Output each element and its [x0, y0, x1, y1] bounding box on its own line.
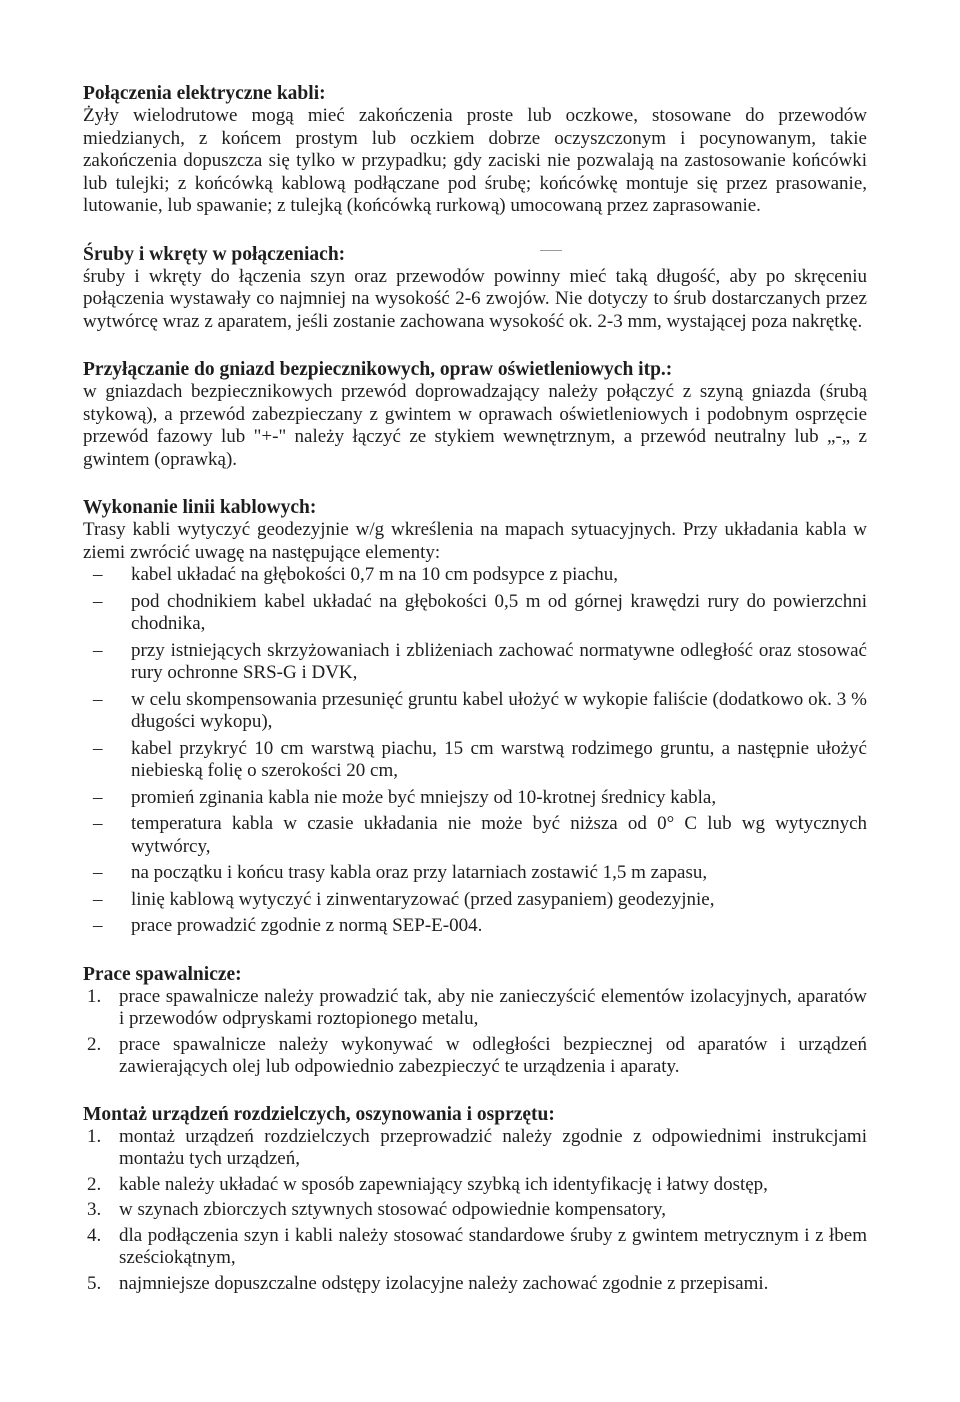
section-welding	[83, 964, 867, 1079]
section-heading: Prace spawalnicze:	[83, 963, 242, 985]
dash-list	[83, 564, 867, 938]
list-item: – na początku i końcu trasy kabla oraz przy latarniach zostawić 1,5 m zapasu,	[83, 862, 867, 885]
section-paragraph: Trasy kabli wytyczyć geodezyjnie w/g wkreślenia na mapach sytuacyjnych. Przy układania kabla w ziemi zwrócić uwagę na następujące elementy:	[83, 519, 867, 563]
item-text: prace spawalnicze należy prowadzić tak, aby nie zanieczyścić elementów izolacyjnych, aparatów i przewodów odpryskami roztopionego metalu,	[119, 985, 867, 1029]
item-text: kable należy układać w sposób zapewniający szybką ich identyfikację i łatwy dostęp,	[119, 1173, 768, 1195]
item-number: 4.	[87, 1224, 102, 1246]
list-item: – przy istniejących skrzyżowaniach i zbliżeniach zachować normatywne odległość oraz stosować rury ochronne SRS-G i DVK,	[83, 640, 867, 685]
item-number: 2.	[87, 1173, 102, 1195]
list-item	[83, 1199, 867, 1222]
section-cable-connections	[83, 83, 867, 218]
list-item: – w celu skompensowania przesunięć gruntu kabel ułożyć w wykopie faliście (dodatkowo ok. 3 % długości wykopu),	[83, 689, 867, 734]
section-heading: Śruby i wkręty w połączeniach:	[83, 243, 346, 265]
item-number: 1.	[87, 985, 102, 1007]
section-switchgear-assembly	[83, 1104, 867, 1296]
item-text: najmniejsze dopuszczalne odstępy izolacyjne należy zachować zgodnie z przepisami.	[119, 1272, 769, 1294]
section-socket-connections	[83, 359, 867, 471]
item-text: w szynach zbiorczych sztywnych stosować odpowiednie kompensatory,	[119, 1199, 666, 1220]
list-item: – kabel przykryć 10 cm warstwą piachu, 15 cm warstwą rodzimego gruntu, a następnie ułożyć niebieską folię o szerokości 20 cm,	[83, 738, 867, 783]
section-heading: Przyłączanie do gniazd bezpiecznikowych, opraw oświetleniowych itp.:	[83, 359, 673, 380]
item-number: 1.	[87, 1125, 102, 1147]
numbered-list	[83, 986, 867, 1079]
list-item: – kabel układać na głębokości 0,7 m na 10 cm podsypce z piachu,	[83, 564, 867, 587]
section-heading: Połączenia elektryczne kabli:	[83, 83, 326, 104]
section-screws	[83, 244, 867, 334]
list-item: – prace prowadzić zgodnie z normą SEP-E-004.	[83, 915, 867, 938]
section-cable-lines	[83, 497, 867, 938]
list-item: – temperatura kabla w czasie układania nie może być niższa od 0° C lub wg wytycznych wytwórcy,	[83, 813, 867, 858]
item-text: dla podłączenia szyn i kabli należy stosować standardowe śruby z gwintem metrycznym i z łbem sześciokątnym,	[119, 1224, 867, 1268]
scan-mark	[540, 250, 562, 251]
list-item	[83, 1225, 867, 1270]
item-number: 5.	[87, 1272, 102, 1294]
item-number: 2.	[87, 1033, 102, 1055]
section-heading: Wykonanie linii kablowych:	[83, 497, 317, 518]
numbered-list	[83, 1126, 867, 1296]
list-item	[83, 1273, 867, 1296]
section-paragraph: Żyły wielodrutowe mogą mieć zakończenia proste lub oczkowe, stosowane do przewodów miedzianych, z końcem prostym lub oczkiem dobrze oczyszczonym i pocynowanym, takie zakończenia dopuszcza się tylko w przypadku; gdy zaciski nie pozwalają na zastosowanie końcówki lub tulejki; z końcówką kablową podłączane pod śrubę; końcówkę montuje się przez prasowanie, lutowanie, lub spawanie; z tulejką (końcówką rurkową) umocowaną przez zaprasowanie.	[83, 105, 867, 216]
section-paragraph: śruby i wkręty do łączenia szyn oraz przewodów powinny mieć taką długość, aby po skręceniu połączenia wystawały co najmniej na wysokość 2-6 zwojów. Nie dotyczy to śrub dostarczanych przez wytwórcę wraz z aparatem, jeśli zostanie zachowana wysokość ok. 2-3 mm, wystającej poza nakrętkę.	[83, 265, 867, 332]
list-item: – pod chodnikiem kabel układać na głębokości 0,5 m od górnej krawędzi rury do powierzchni chodnika,	[83, 591, 867, 636]
list-item: – linię kablową wytyczyć i zinwentaryzować (przed zasypaniem) geodezyjnie,	[83, 889, 867, 912]
list-item: – promień zginania kabla nie może być mniejszy od 10-krotnej średnicy kabla,	[83, 787, 867, 810]
list-item	[83, 1034, 867, 1079]
list-item	[83, 1126, 867, 1171]
list-item	[83, 986, 867, 1031]
item-text: prace spawalnicze należy wykonywać w odległości bezpiecznej od aparatów i urządzeń zawierających olej lub odpowiednio zabezpieczyć te urządzenia i aparaty.	[119, 1033, 867, 1077]
item-number: 3.	[87, 1199, 102, 1220]
section-paragraph: w gniazdach bezpiecznikowych przewód doprowadzający należy połączyć z szyną gniazda (śrubą stykową), a przewód zabezpieczany z gwintem w oprawach oświetleniowych i podobnym osprzęcie przewód fazowy lub "+-" należy łączyć ze stykiem wewnętrznym, a przewód neutralny lub „-„ z gwintem (oprawką).	[83, 381, 867, 470]
item-text: montaż urządzeń rozdzielczych przeprowadzić należy zgodnie z odpowiednimi instrukcjami montażu tych urządzeń,	[119, 1125, 867, 1169]
document-page	[83, 83, 867, 1298]
section-heading: Montaż urządzeń rozdzielczych, oszynowania i osprzętu:	[83, 1103, 555, 1125]
list-item	[83, 1174, 867, 1197]
